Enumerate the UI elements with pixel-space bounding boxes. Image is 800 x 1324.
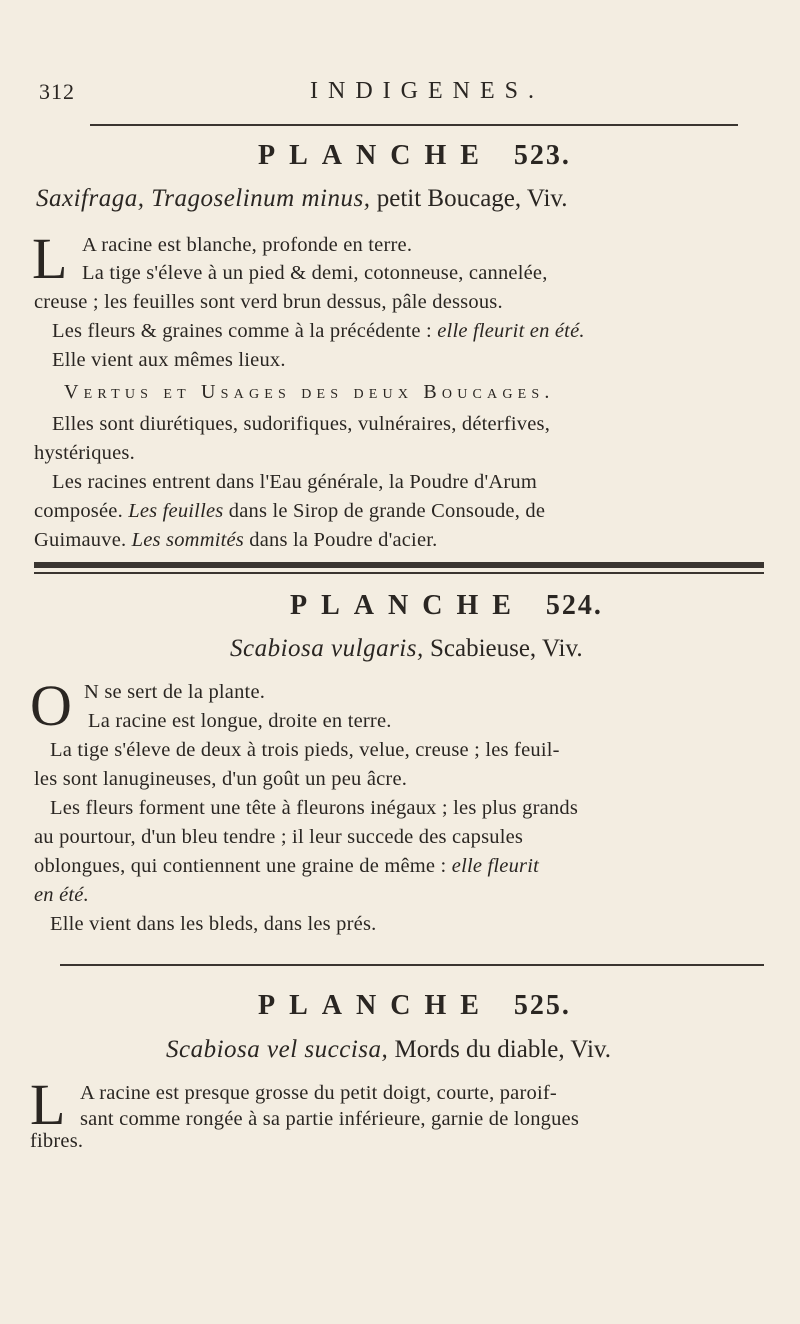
text-run: composée.	[34, 500, 123, 522]
text-run-italic: elle fleurit en été.	[437, 320, 585, 342]
text-line	[34, 529, 437, 552]
planche-label: PLANCHE	[290, 590, 525, 621]
planche-number: 525.	[513, 990, 571, 1021]
latin-name: Scabiosa vulgaris,	[230, 635, 424, 662]
latin-name: Saxifraga, Tragoselinum minus,	[36, 185, 371, 212]
text-line: Les racines entrent dans l'Eau générale, la Poudre d'Arum	[52, 471, 537, 493]
text-run-italic: en été.	[34, 884, 89, 906]
planche-number: 524.	[545, 590, 603, 621]
text-line: au pourtour, d'un bleu tendre ; il leur succede des capsules	[34, 826, 524, 848]
drop-cap: O	[30, 673, 72, 738]
drop-cap: L	[32, 226, 68, 291]
text-line: hystériques.	[34, 442, 135, 464]
page-number: 312	[39, 79, 75, 104]
text-run-italic: Les feuilles	[128, 500, 224, 522]
text-run: oblongues, qui contiennent une graine de même :	[34, 855, 447, 877]
text-line: A racine est blanche, profonde en terre.	[82, 234, 413, 256]
text-line: La tige s'éleve à un pied & demi, cotonneuse, cannelée,	[82, 262, 548, 284]
text-line: sant comme rongée à sa partie inférieure, garnie de longues	[80, 1108, 580, 1130]
text-line: Elle vient dans les bleds, dans les prés.	[50, 913, 377, 935]
planche-heading	[290, 590, 603, 622]
text-line	[34, 855, 539, 878]
header-rule	[90, 124, 738, 126]
planche-label: PLANCHE	[258, 990, 493, 1021]
text-line	[34, 884, 89, 907]
planche-heading	[258, 990, 571, 1022]
section-rule	[34, 562, 764, 568]
text-line: les sont lanugineuses, d'un goût un peu âcre.	[34, 768, 408, 790]
text-line: Les fleurs forment une tête à fleurons inégaux ; les plus grands	[50, 797, 578, 819]
latin-name: Scabiosa vel succisa,	[166, 1036, 389, 1063]
text-line: La racine est longue, droite en terre.	[88, 710, 392, 732]
text-line: A racine est presque grosse du petit doigt, courte, paroif-	[80, 1082, 557, 1104]
planche-subtitle	[230, 635, 583, 663]
section-rule	[60, 964, 764, 966]
text-run-italic: elle fleurit	[451, 855, 540, 877]
planche-label: PLANCHE	[258, 140, 493, 171]
section-heading: Vertus et Usages des deux Boucages.	[64, 381, 555, 403]
text-line: creuse ; les feuilles sont verd brun dessus, pâle dessous.	[34, 291, 503, 313]
text-run: dans le Sirop de grande Consoude, de	[228, 500, 546, 522]
text-line: La tige s'éleve de deux à trois pieds, velue, creuse ; les feuil-	[50, 739, 560, 761]
section-rule	[34, 572, 764, 574]
planche-number: 523.	[513, 140, 571, 171]
planche-subtitle	[166, 1036, 611, 1064]
text-line	[34, 500, 545, 523]
text-run: Les fleurs & graines comme à la précédente :	[52, 320, 432, 342]
text-run: dans la Poudre d'acier.	[249, 529, 438, 551]
text-line: fibres.	[30, 1130, 84, 1152]
text-line	[52, 320, 585, 343]
text-run-italic: Les sommités	[131, 529, 244, 551]
planche-subtitle	[36, 185, 568, 213]
text-run: Guimauve.	[34, 529, 127, 551]
text-line: Elle vient aux mêmes lieux.	[52, 349, 286, 371]
text-line: N se sert de la plante.	[84, 681, 266, 703]
running-title: INDIGENES.	[310, 78, 544, 104]
french-name: petit Boucage, Viv.	[376, 185, 568, 212]
text-line: Elles sont diurétiques, sudorifiques, vulnéraires, déterfives,	[52, 413, 551, 435]
planche-heading	[258, 140, 571, 172]
drop-cap: L	[30, 1072, 66, 1137]
french-name: Mords du diable, Viv.	[394, 1036, 612, 1063]
french-name: Scabieuse, Viv.	[429, 635, 583, 662]
